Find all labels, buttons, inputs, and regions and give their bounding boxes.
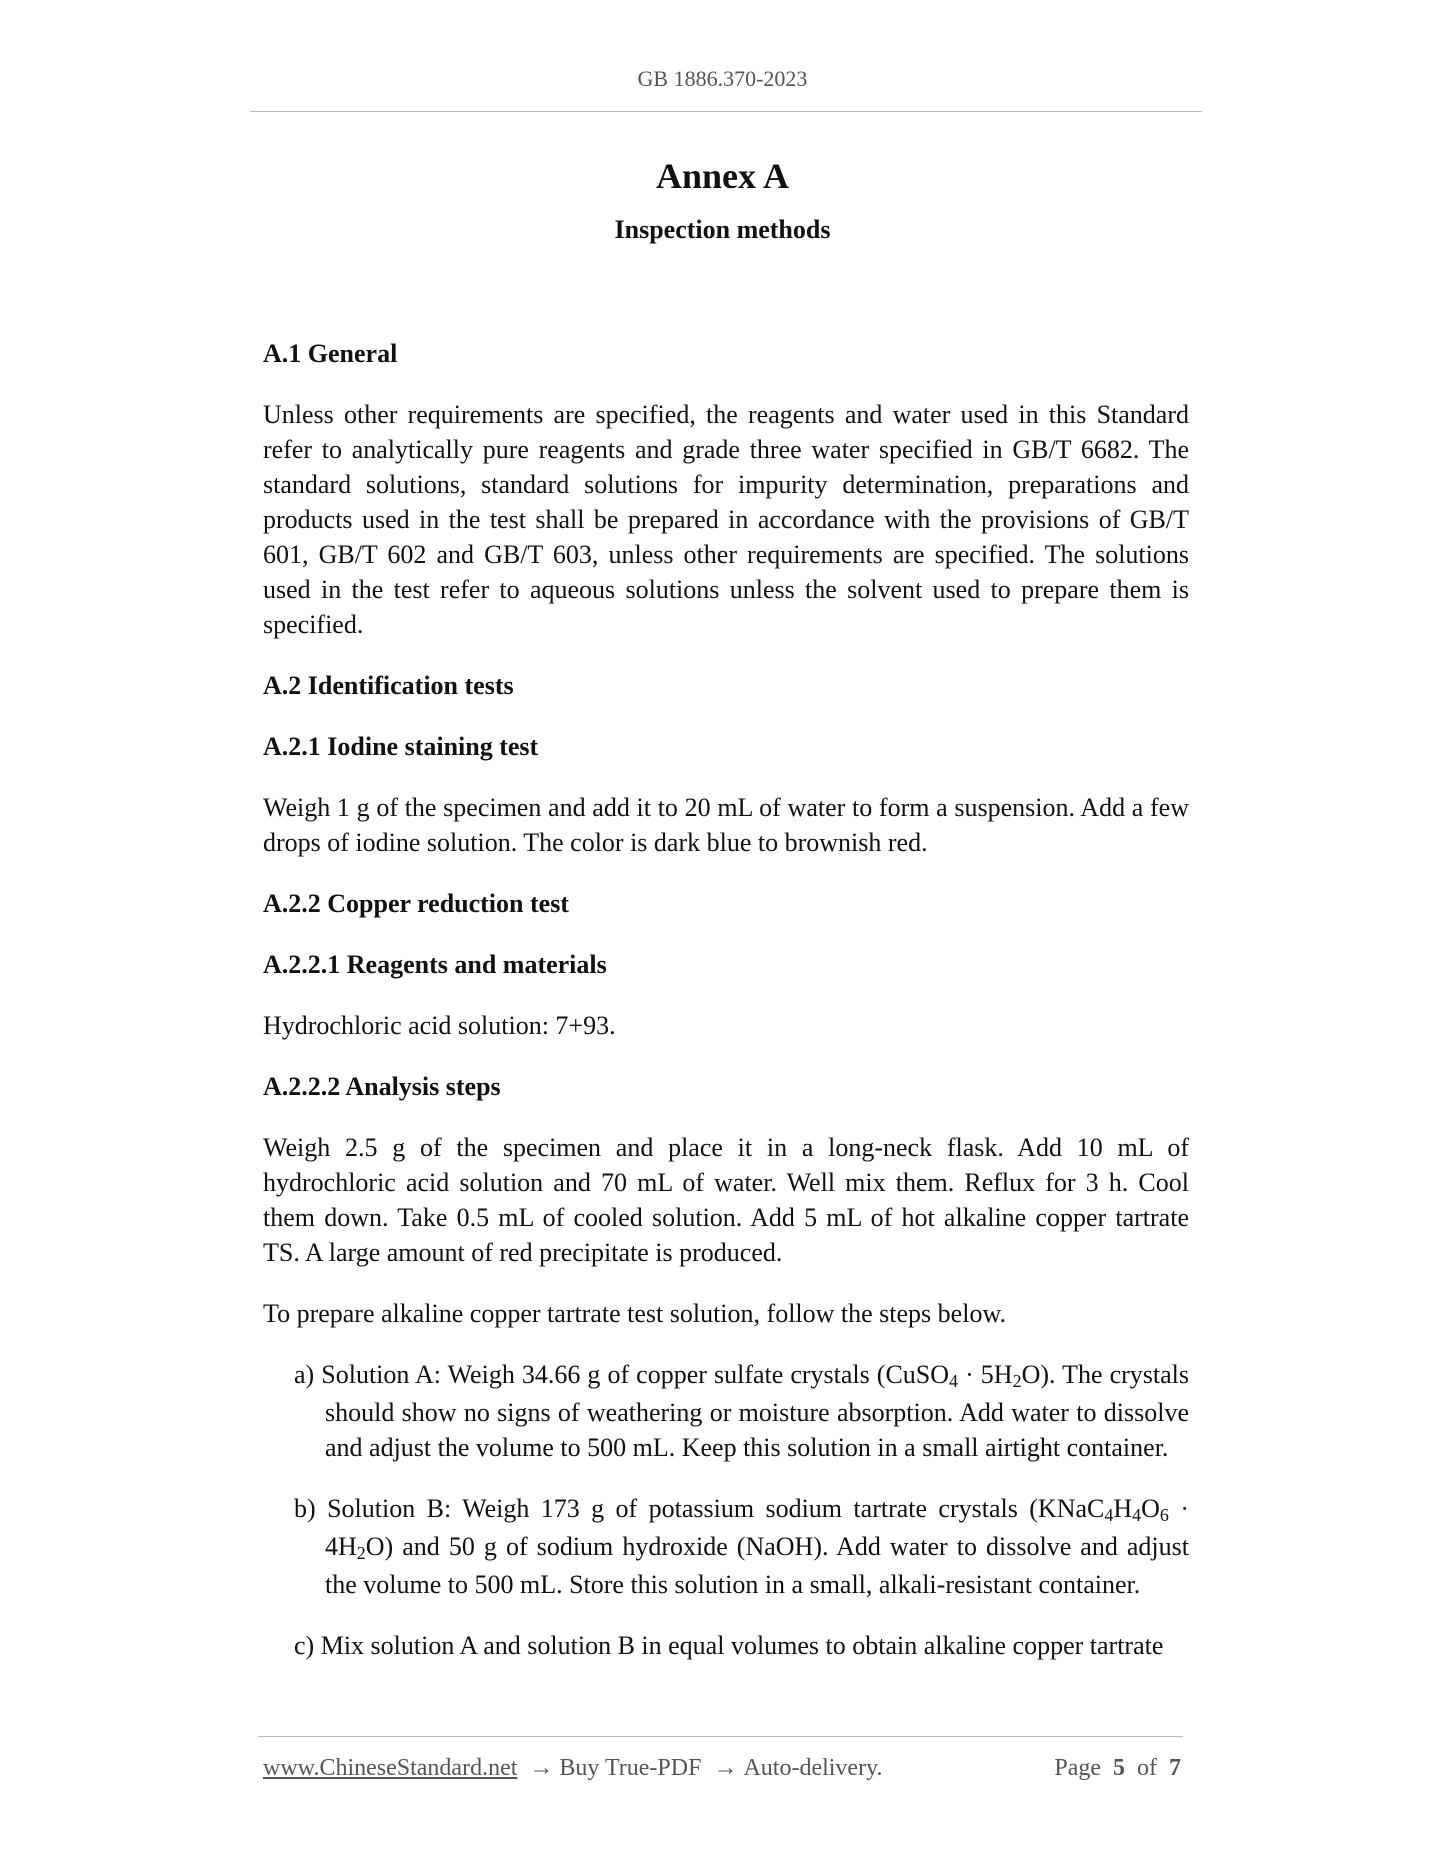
- page-footer: [263, 1755, 1183, 1782]
- total-pages: 7: [1169, 1755, 1181, 1781]
- current-page: 5: [1113, 1755, 1125, 1781]
- paragraph-general: Unless other requirements are specified, the reagents and water used in this Standard refer to analytically pure reagents and grade three water specified in GB/T 6682. The standard solutions, standard solutions for impurity determination, preparations and products used in the test shall be prepared in accordance with the provisions of GB/T 601, GB/T 602 and GB/T 603, unless other requirements are specified. The solutions used in the test refer to aqueous solutions unless the solvent used to prepare them is specified.: [263, 400, 1189, 639]
- section-heading-a21: A.2.1 Iodine staining test: [263, 732, 539, 761]
- paragraph-prep-intro: To prepare alkaline copper tartrate test solution, follow the steps below.: [263, 1299, 1007, 1328]
- section-heading-a1: A.1 General: [263, 339, 398, 368]
- list-marker: a): [294, 1360, 315, 1389]
- header-divider: [250, 111, 1202, 112]
- annex-subtitle: Inspection methods: [614, 215, 831, 244]
- list-marker: c): [294, 1631, 315, 1660]
- annex-title: Annex A: [655, 156, 790, 196]
- section-heading-a2: A.2 Identification tests: [263, 671, 514, 700]
- prep-steps-list: [263, 1357, 1189, 1663]
- site-link[interactable]: www.ChineseStandard.net: [263, 1755, 518, 1781]
- auto-delivery-text: Auto-delivery.: [743, 1755, 883, 1781]
- section-heading-a22: A.2.2 Copper reduction test: [263, 889, 569, 918]
- paragraph-analysis-steps: Weigh 2.5 g of the specimen and place it in a long-neck flask. Add 10 mL of hydrochloric acid solution and 70 mL of water. Well mix them. Reflux for 3 h. Cool them down. Take 0.5 mL of cooled solution. Add 5 mL of hot alkaline copper tartrate TS. A large amount of red precipitate is produced.: [263, 1133, 1189, 1267]
- arrow-right-icon: →: [713, 1755, 738, 1781]
- footer-divider: [258, 1736, 1183, 1737]
- list-item: c) Mix solution A and solution B in equal volumes to obtain alkaline copper tartrate: [294, 1631, 1164, 1660]
- running-header: GB 1886.370-2023: [637, 66, 808, 91]
- section-heading-a222: A.2.2.2 Analysis steps: [263, 1072, 501, 1101]
- list-marker: b): [294, 1494, 316, 1523]
- document-body: [263, 336, 1189, 1689]
- list-item: b) Solution B: Weigh 173 g of potassium sodium tartrate crystals (KNaC4H4O6 · 4H2O) and 50 g of sodium hydroxide (NaOH). Add water to dissolve and adjust the volume to 500 mL. Store this solution in a small, alkali-resistant container.: [294, 1494, 1189, 1599]
- page-number: Page 5 of 7: [1054, 1755, 1181, 1781]
- buy-pdf-text: Buy True-PDF: [559, 1755, 702, 1781]
- section-heading-a221: A.2.2.1 Reagents and materials: [263, 950, 607, 979]
- list-item: a) Solution A: Weigh 34.66 g of copper sulfate crystals (CuSO4 · 5H2O). The crystals should show no signs of weathering or moisture absorption. Add water to dissolve and adjust the volume to 500 mL. Keep this solution in a small airtight container.: [294, 1360, 1190, 1462]
- paragraph-reagents: Hydrochloric acid solution: 7+93.: [263, 1011, 616, 1040]
- paragraph-iodine-test: Weigh 1 g of the specimen and add it to 20 mL of water to form a suspension. Add a few drops of iodine solution. The color is dark blue to brownish red.: [263, 793, 1189, 857]
- arrow-right-icon: →: [529, 1755, 554, 1781]
